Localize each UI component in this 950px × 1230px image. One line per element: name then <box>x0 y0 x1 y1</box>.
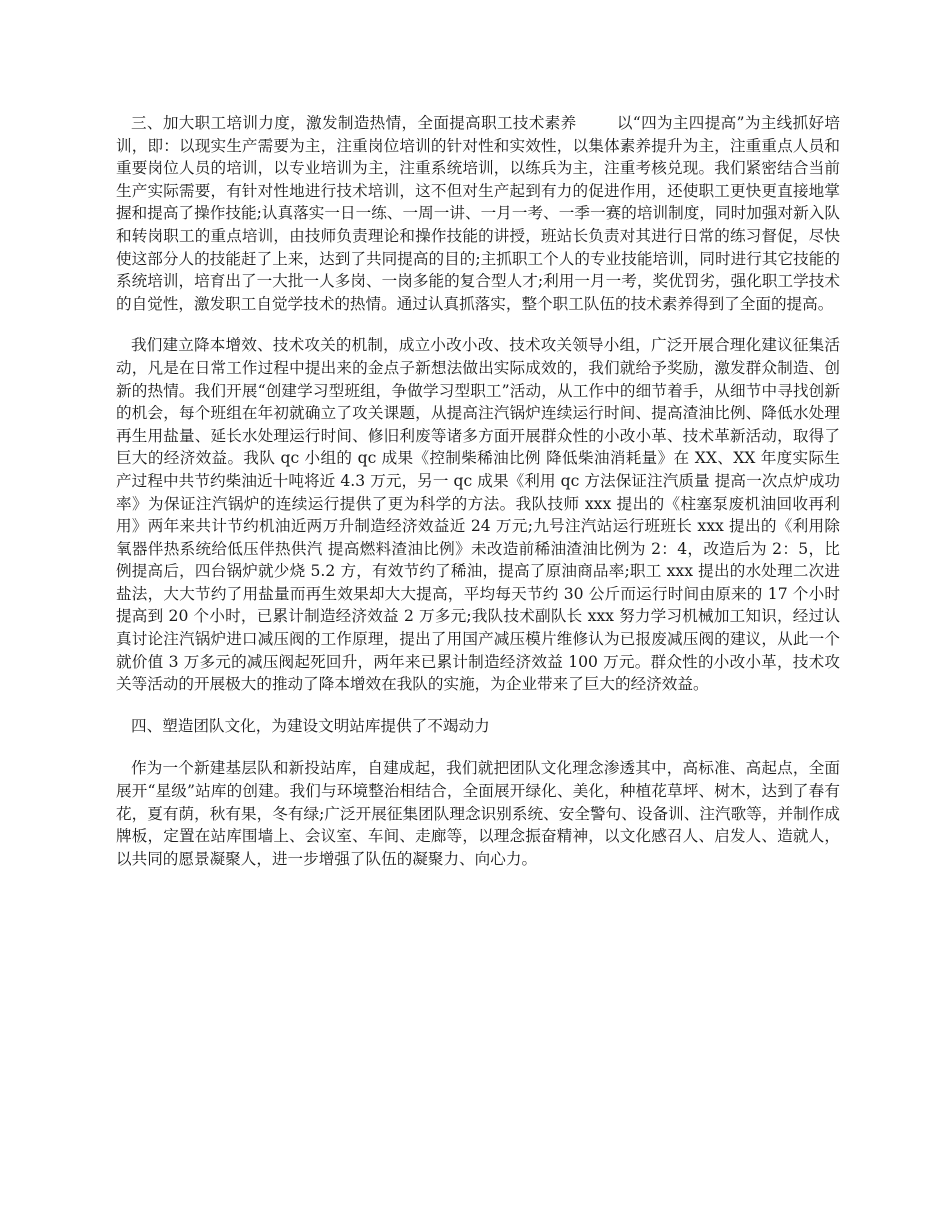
document-body <box>116 112 840 889</box>
paragraph-team-culture <box>116 757 840 870</box>
section-heading-four <box>116 715 840 738</box>
paragraph-training-text: 以“四为主四提高”为主线抓好培训，即：以现实生产需要为主，注重岗位培训的针对性和实效性，以集体素养提升为主，注重重点人员和重要岗位人员的培训，以专业培训为主，注重系统培训，以练兵为主，注重考核兑现。我们紧密结合当前生产实际需要，有针对性地进行技术培训，这不但对生产起到有力的促进作用，还使职工更快更直接地掌握和提高了操作技能;认真落实一日一练、一周一讲、一月一考、一季一赛的培训制度，同时加强对新入队和转岗职工的重点培训，由技师负责理论和操作技能的讲授，班站长负责对其进行日常的练习督促，尽快使这部分人的技能赶了上来，达到了共同提高的目的;主抓职工个人的专业技能培训，同时进行其它技能的系统培训，培育出了一大批一人多岗、一岗多能的复合型人才;利用一月一考，奖优罚劣，强化职工学技术的自觉性，激发职工自觉学技术的热情。通过认真抓落实，整个职工队伍的技术素养得到了全面的提高。 <box>116 114 840 313</box>
paragraph-team-culture-text: 作为一个新建基层队和新投站库，自建成起，我们就把团队文化理念渗透其中，高标准、高起点，全面展开“星级”站库的创建。我们与环境整治相结合，全面展开绿化、美化，种植花草坪、树木，达到了春有花，夏有荫，秋有果，冬有绿;广泛开展征集团队理念识别系统、安全警句、设备训、注汽歌等，并制作成牌板，定置在站库围墙上、会议室、车间、走廊等，以理念振奋精神，以文化感召人、启发人、造就人，以共同的愿景凝聚人，进一步增强了队伍的凝聚力、向心力。 <box>116 759 840 868</box>
section-heading-four-text: 四、塑造团队文化，为建设文明站库提供了不竭动力 <box>131 716 490 735</box>
paragraph-cost-reduction <box>116 334 840 696</box>
paragraph-training <box>116 112 840 315</box>
section-heading-three: 三、加大职工培训力度，激发制造热情，全面提高职工技术素养 <box>131 114 577 132</box>
paragraph-cost-reduction-text: 我们建立降本增效、技术攻关的机制，成立小改小改、技术攻关领导小组，广泛开展合理化建议征集活动，凡是在日常工作过程中提出来的金点子新想法做出实际成效的，我们就给予奖励，激发群众制造、创新的热情。我们开展“创建学习型班组，争做学习型职工”活动，从工作中的细节着手，从细节中寻找创新的机会，每个班组在年初就确立了攻关课题，从提高注汽锅炉连续运行时间、提高渣油比例、降低水处理再生用盐量、延长水处理运行时间、修旧利废等诸多方面开展群众性的小改小革、技术革新活动，取得了巨大的经济效益。我队 qc 小组的 qc 成果《控制柴稀油比例 降低柴油消耗量》在 XX、XX 年度实际生产过程中共节约柴油近十吨将近 4.3 万元，另一 qc 成果《利用 qc 方法保证注汽质量 提高一次点炉成功率》为保证注汽锅炉的连续运行提供了更为科学的方法。我队技师 xxx 提出的《柱塞泵废机油回收再利用》两年来共计节约机油近两万升制造经济效益近 24 万元;九号注汽站运行班班长 xxx 提出的《利用除氧器伴热系统给低压伴热供汽 提高燃料渣油比例》未改造前稀油渣油比例为 2：4，改造后为 2：5，比例提高后，四台锅炉就少烧 5.2 方，有效节约了稀油，提高了原油商品率;职工 xxx 提出的水处理二次进盐法，大大节约了用盐量而再生效果却大大提高，平均每天节约 30 公斤而运行时间由原来的 17 个小时提高到 20 个小时，已累计制造经济效益 2 万多元;我队技术副队长 xxx 努力学习机械加工知识，经过认真讨论注汽锅炉进口减压阀的工作原理，提出了用国产减压模片维修认为已报废减压阀的建议，从此一个就价值 3 万多元的减压阀起死回升，两年来已累计制造经济效益 100 万元。群众性的小改小革，技术攻关等活动的开展极大的推动了降本增效在我队的实施，为企业带来了巨大的经济效益。 <box>116 336 840 694</box>
